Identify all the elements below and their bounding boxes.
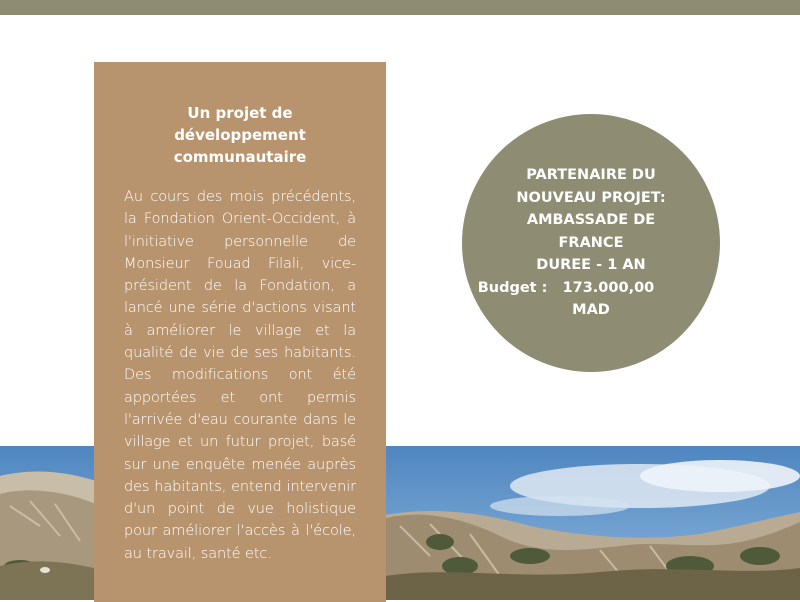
card-title-line: communautaire — [173, 148, 307, 166]
budget-line — [478, 277, 655, 300]
top-banner-bar — [0, 0, 800, 15]
partner-line: AMBASSADE DE — [526, 212, 656, 229]
partner-line: NOUVEAU PROJET: — [516, 189, 666, 206]
card-title-line: Un projet de — [187, 104, 293, 122]
budget-label: Budget : — [477, 279, 548, 296]
project-description-card — [94, 62, 386, 602]
budget-currency: MAD — [572, 302, 610, 319]
partner-line: FRANCE — [558, 234, 624, 251]
partner-info-circle — [462, 114, 720, 372]
partner-line: PARTENAIRE DU — [526, 167, 656, 184]
card-title — [124, 102, 356, 168]
budget-value: 173.000,00 — [562, 279, 655, 296]
card-title-line: développement — [174, 126, 306, 144]
card-body-text: Au cours des mois précédents, la Fondation Orient-Occident, à l'initiative personnelle de Monsieur Fouad Filali, vice-président de la Fondation, a lancé une série d'actions visant à améliorer le village et la qualité de vie de ses habitants. Des modifications ont été apportées et ont permis l'arrivée d'eau courante dans le village et un futur projet, basé sur une enquête menée auprès des habitants, entend intervenir d'un point de vue holistique pour améliorer l'accès à l'école, au travail, santé etc. — [124, 189, 356, 562]
duration-line: DUREE - 1 AN — [536, 257, 646, 274]
